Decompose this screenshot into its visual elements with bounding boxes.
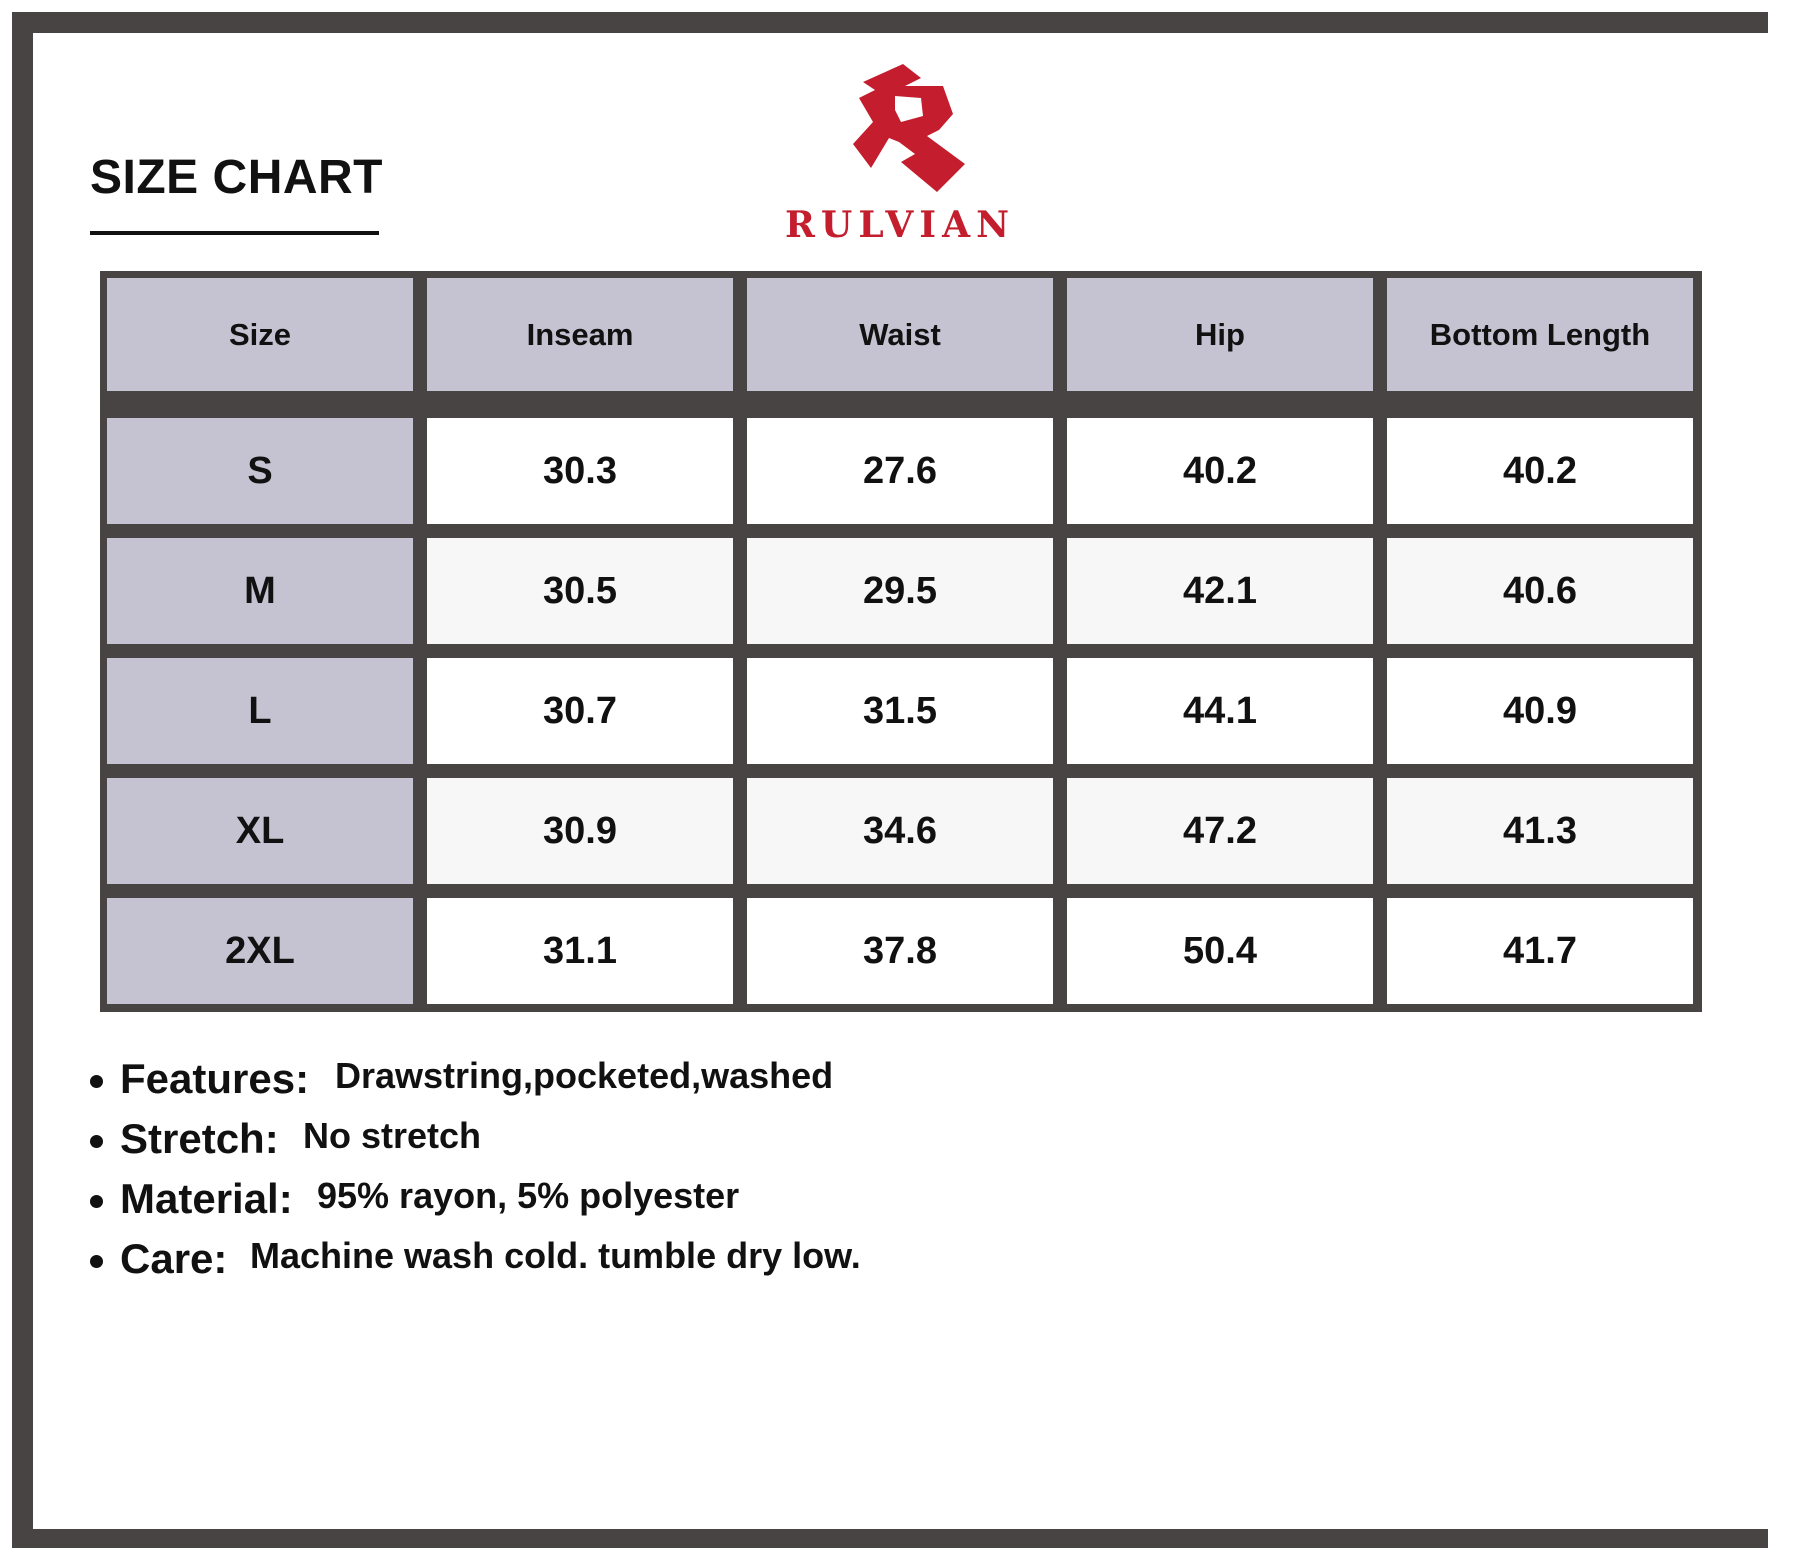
measurement-cell: 30.3 bbox=[427, 418, 733, 524]
bullet-icon bbox=[90, 1195, 103, 1208]
feature-value: Drawstring,pocketed,washed bbox=[335, 1055, 834, 1096]
size-table bbox=[100, 271, 1702, 1012]
feature-value: No stretch bbox=[303, 1115, 482, 1156]
header-waist: Waist bbox=[747, 278, 1053, 391]
measurement-cell: 31.5 bbox=[747, 658, 1053, 764]
measurement-cell: 50.4 bbox=[1067, 898, 1373, 1004]
feature-label: Features: bbox=[120, 1055, 310, 1102]
feature-label: Stretch: bbox=[120, 1115, 279, 1162]
measurement-cell: 40.2 bbox=[1387, 418, 1693, 524]
header-bottom-length: Bottom Length bbox=[1387, 278, 1693, 391]
title-underline bbox=[90, 231, 379, 235]
measurement-cell: 44.1 bbox=[1067, 658, 1373, 764]
page-title: SIZE CHART bbox=[90, 151, 383, 204]
measurement-cell: 40.6 bbox=[1387, 538, 1693, 644]
measurement-cell: 37.8 bbox=[747, 898, 1053, 1004]
measurement-cell: 30.7 bbox=[427, 658, 733, 764]
size-cell: L bbox=[107, 658, 413, 764]
measurement-cell: 41.3 bbox=[1387, 778, 1693, 884]
header-hip: Hip bbox=[1067, 278, 1373, 391]
measurement-cell: 29.5 bbox=[747, 538, 1053, 644]
size-cell: 2XL bbox=[107, 898, 413, 1004]
measurement-cell: 40.2 bbox=[1067, 418, 1373, 524]
measurement-cell: 47.2 bbox=[1067, 778, 1373, 884]
size-cell: XL bbox=[107, 778, 413, 884]
feature-label: Care: bbox=[120, 1235, 228, 1282]
bullet-icon bbox=[90, 1135, 103, 1148]
bullet-icon bbox=[90, 1255, 103, 1268]
brand-wordmark: RULVIAN bbox=[785, 204, 1015, 246]
measurement-cell: 41.7 bbox=[1387, 898, 1693, 1004]
size-cell: S bbox=[107, 418, 413, 524]
measurement-cell: 34.6 bbox=[747, 778, 1053, 884]
measurement-cell: 31.1 bbox=[427, 898, 733, 1004]
feature-label: Material: bbox=[120, 1175, 293, 1222]
measurement-cell: 30.5 bbox=[427, 538, 733, 644]
feature-value: Machine wash cold. tumble dry low. bbox=[250, 1235, 861, 1276]
header-size: Size bbox=[107, 278, 413, 391]
header-inseam: Inseam bbox=[427, 278, 733, 391]
size-cell: M bbox=[107, 538, 413, 644]
brand-r-logo-icon bbox=[835, 64, 985, 199]
measurement-cell: 30.9 bbox=[427, 778, 733, 884]
measurement-cell: 27.6 bbox=[747, 418, 1053, 524]
feature-value: 95% rayon, 5% polyester bbox=[317, 1175, 740, 1216]
measurement-cell: 42.1 bbox=[1067, 538, 1373, 644]
measurement-cell: 40.9 bbox=[1387, 658, 1693, 764]
bullet-icon bbox=[90, 1075, 103, 1088]
brand-logo bbox=[780, 64, 1040, 254]
